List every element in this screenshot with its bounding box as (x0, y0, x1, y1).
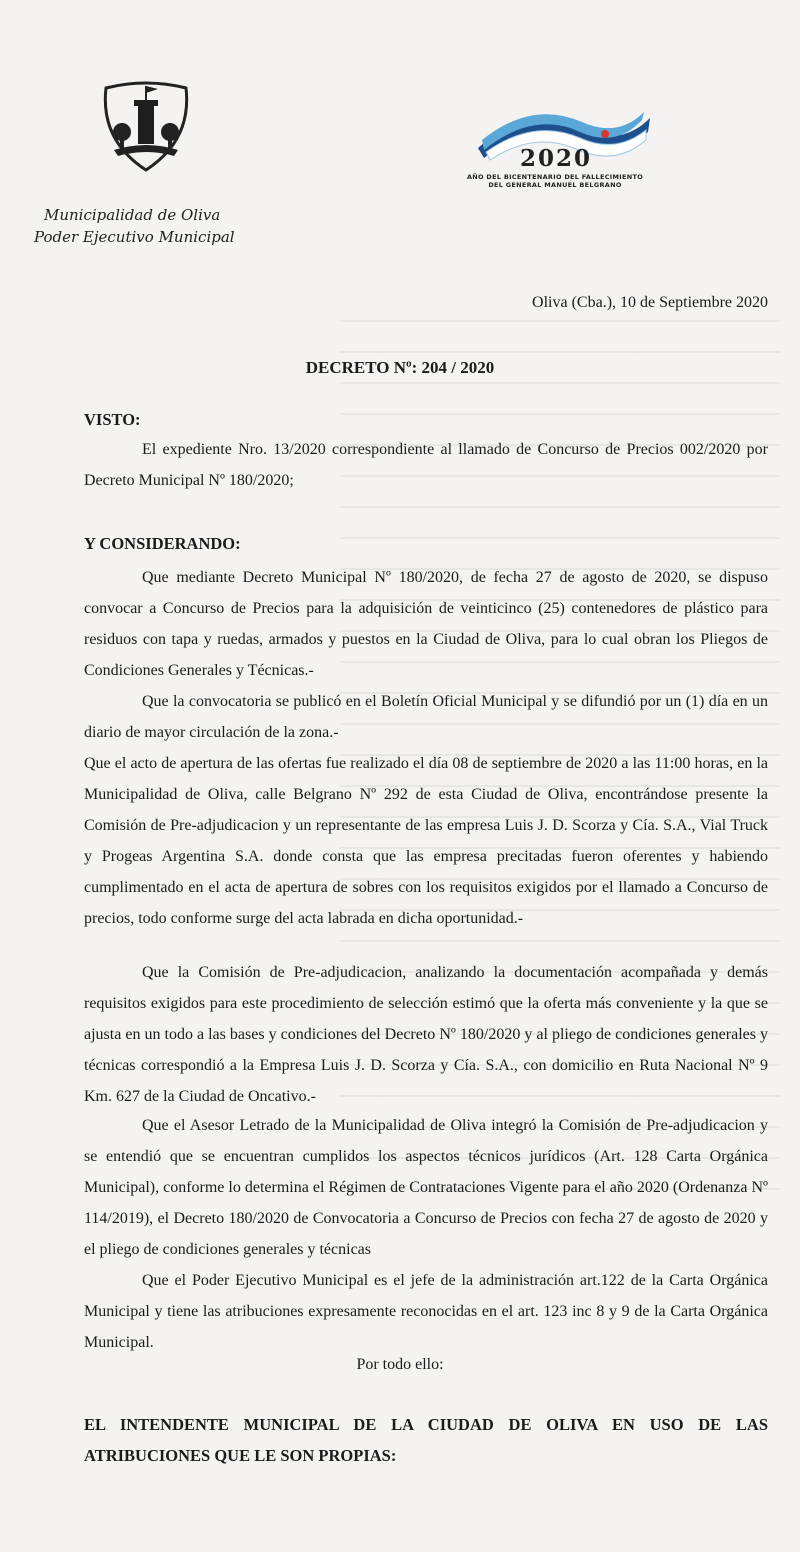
municipal-crest-icon (100, 80, 192, 172)
considerando-paragraph: Que la Comisión de Pre-adjudicacion, analizando la documentación acompañada y demás requisitos exigidos para este procedimiento de selección estimó que la oferta más conveniente y la que se ajusta en un todo a las bases y condiciones del Decreto Nº 180/2020 y al pliego de condiciones generales y técnicas correspondió a la Empresa Luis J. D. Scorza y Cía. S.A., con domicilio en Ruta Nacional Nº 9 Km. 627 de la Ciudad de Oncativo.- (84, 964, 768, 1105)
caption-line-2: DEL GENERAL MANUEL BELGRANO (488, 181, 622, 189)
considerando-paragraph: Que el acto de apertura de las ofertas fue realizado el día 08 de septiembre de 2020 a las 11:00 horas, en la Municipalidad de Oliva, calle Belgrano Nº 292 de esta Ciudad de Oliva, encontrándose presente la Comisión de Pre-adjudicacion y un representante de las empresa Luis J. D. Scorza y Cía. S.A., Vial Truck y Progeas Argentina S.A. donde consta que las empresa precitadas fueron oferentes y habiendo cumplimentado en el acta de apertura de sobres con los requisitos exigidos por el llamado a Concurso de precios, todo conforme surge del acta labrada en dicha oportunidad.- (84, 755, 768, 927)
executive-power-name: Poder Ejecutivo Municipal (34, 228, 235, 246)
closing-phrase: Por todo ello: (356, 1356, 444, 1373)
considerando-paragraph: Que el Poder Ejecutivo Municipal es el jefe de la administración art.122 de la Carta Orgánica Municipal y tiene las atribuciones expresamente reconocidas en el art. 123 inc 8 y 9 de la Carta Orgánica Municipal. (84, 1272, 768, 1351)
final-statement: EL INTENDENTE MUNICIPAL DE LA CIUDAD DE OLIVA EN USO DE LAS ATRIBUCIONES QUE LE SON PROPIAS: (84, 1415, 768, 1465)
decree-number: DECRETO Nº: 204 / 2020 (305, 358, 495, 377)
bicentenary-caption (450, 173, 660, 189)
municipality-heading (34, 204, 284, 248)
considerando-heading: Y CONSIDERANDO: (84, 534, 241, 553)
year-mark: 2020 (520, 145, 593, 172)
municipality-name: Municipalidad de Oliva (44, 206, 221, 224)
visto-paragraph: El expediente Nro. 13/2020 correspondiente al llamado de Concurso de Precios 002/2020 por Decreto Municipal Nº 180/2020; (84, 441, 768, 489)
considerando-paragraph: Que mediante Decreto Municipal Nº 180/2020, de fecha 27 de agosto de 2020, se dispuso convocar a Concurso de Precios para la adquisición de veinticinco (25) contenedores de plástico para residuos con tapa y ruedas, armados y puestos en la Ciudad de Oliva, para lo cual obran los Pliegos de Condiciones Generales y Técnicas.- (84, 569, 768, 679)
caption-line-1: AÑO DEL BICENTENARIO DEL FALLECIMIENTO (466, 173, 644, 181)
document-date: Oliva (Cba.), 10 de Septiembre 2020 (532, 294, 768, 311)
considerando-paragraph: Que el Asesor Letrado de la Municipalidad de Oliva integró la Comisión de Pre-adjudicacion y se entendió que se encuentran cumplidos los aspectos técnicos jurídicos (Art. 128 Carta Orgánica Municipal), conforme lo determina el Régimen de Contrataciones Vigente para el año 2020 (Ordenanza Nº 114/2019), el Decreto 180/2020 de Convocatoria a Concurso de Precios con fecha 27 de agosto de 2020 y el pliego de condiciones generales y técnicas (84, 1117, 768, 1258)
considerando-paragraph: Que la convocatoria se publicó en el Boletín Oficial Municipal y se difundió por un (1) día en un diario de mayor circulación de la zona.- (84, 693, 768, 741)
visto-heading: VISTO: (84, 410, 141, 429)
